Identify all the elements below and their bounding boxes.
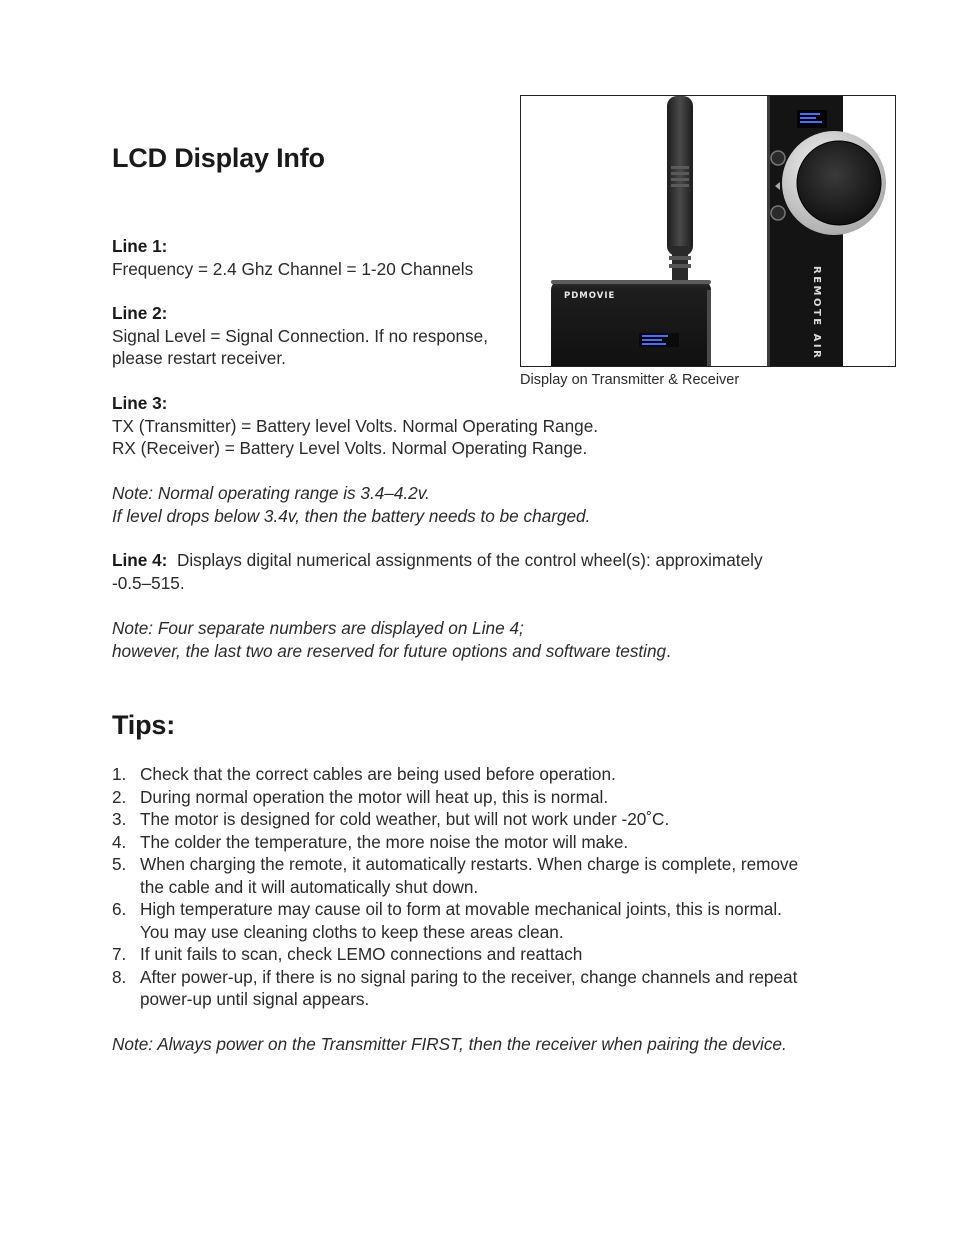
tip-text-line: The motor is designed for cold weather, but will not work under -20˚C. xyxy=(140,809,670,829)
tip-text-line: If unit fails to scan, check LEMO connections and reattach xyxy=(140,944,583,964)
line4-label: Line 4: xyxy=(112,550,168,570)
line2-block xyxy=(112,302,488,370)
remote-side-label: REMOTE AIR xyxy=(811,266,822,361)
tip-number: 6. xyxy=(112,899,127,919)
tip-text-line: High temperature may cause oil to form at movable mechanical joints, this is normal. xyxy=(140,899,782,919)
tip-text-line: During normal operation the motor will heat up, this is normal. xyxy=(140,786,609,807)
tip-number: 5. xyxy=(112,854,127,874)
line3-text-1: TX (Transmitter) = Battery level Volts. Normal Operating Range. xyxy=(112,415,599,436)
line1-block xyxy=(112,235,473,280)
section-title-tips: Tips: xyxy=(112,710,176,740)
tip-text-line: After power-up, if there is no signal paring to the receiver, change channels and repeat xyxy=(140,966,798,987)
line1-text: Frequency = 2.4 Ghz Channel = 1-20 Channels xyxy=(112,258,474,279)
tip-text-line: The colder the temperature, the more noise the motor will make. xyxy=(140,831,629,852)
tip-item xyxy=(112,966,852,1011)
line2-text-1: Signal Level = Signal Connection. If no response, xyxy=(112,325,488,346)
voltage-note xyxy=(112,482,590,527)
receiver-brand-label: PDMOVIE xyxy=(564,291,616,301)
line3-label: Line 3: xyxy=(112,393,168,413)
tip-item xyxy=(112,831,852,854)
line2-text-2: please restart receiver. xyxy=(112,348,286,368)
tip-number: 2. xyxy=(112,786,127,807)
line4-note-period: . xyxy=(666,640,671,661)
line2-label: Line 2: xyxy=(112,303,168,323)
tip-number: 1. xyxy=(112,764,127,784)
section-title-lcd: LCD Display Info xyxy=(112,143,325,173)
product-photo xyxy=(520,95,896,367)
line1-label: Line 1: xyxy=(112,236,168,256)
line3-text-2: RX (Receiver) = Battery Level Volts. Normal Operating Range. xyxy=(112,438,588,458)
tip-text-line: power-up until signal appears. xyxy=(140,989,370,1009)
tip-number: 7. xyxy=(112,944,127,964)
tip-number: 3. xyxy=(112,809,127,829)
tip-number: 8. xyxy=(112,966,127,987)
tip-item xyxy=(112,898,852,943)
line4-note xyxy=(112,617,671,662)
line4-block xyxy=(112,549,763,594)
tips-list xyxy=(112,763,852,1011)
receiver-graphic xyxy=(551,280,711,367)
tip-text-line: When charging the remote, it automatically restarts. When charge is complete, remove xyxy=(140,854,799,874)
tip-item xyxy=(112,943,852,966)
tip-text-line: Check that the correct cables are being used before operation. xyxy=(140,764,616,784)
antenna-graphic xyxy=(667,96,693,282)
tip-item xyxy=(112,786,852,809)
line3-block xyxy=(112,392,598,460)
pairing-note xyxy=(112,1033,787,1056)
line4-text-2: -0.5–515. xyxy=(112,572,185,593)
photo-caption: Display on Transmitter & Receiver xyxy=(520,372,740,388)
voltage-note-line-1: Note: Normal operating range is 3.4–4.2v. xyxy=(112,483,430,503)
tip-item xyxy=(112,808,852,831)
tip-text-line: You may use cleaning cloths to keep these areas clean. xyxy=(140,921,564,942)
tip-item xyxy=(112,853,852,898)
line4-note-line-2: however, the last two are reserved for future options and software testing xyxy=(112,640,667,661)
pairing-note-text: Note: Always power on the Transmitter FIRST, then the receiver when pairing the device. xyxy=(112,1034,787,1054)
tip-item xyxy=(112,763,852,786)
remote-graphic xyxy=(767,96,886,367)
tip-number: 4. xyxy=(112,831,127,852)
line4-text-1: Displays digital numerical assignments of the control wheel(s): approximately xyxy=(176,550,763,570)
tip-text-line: the cable and it will automatically shut down. xyxy=(140,876,479,897)
line4-note-line-1: Note: Four separate numbers are displayed on Line 4; xyxy=(112,618,524,638)
voltage-note-line-2: If level drops below 3.4v, then the battery needs to be charged. xyxy=(112,505,591,526)
